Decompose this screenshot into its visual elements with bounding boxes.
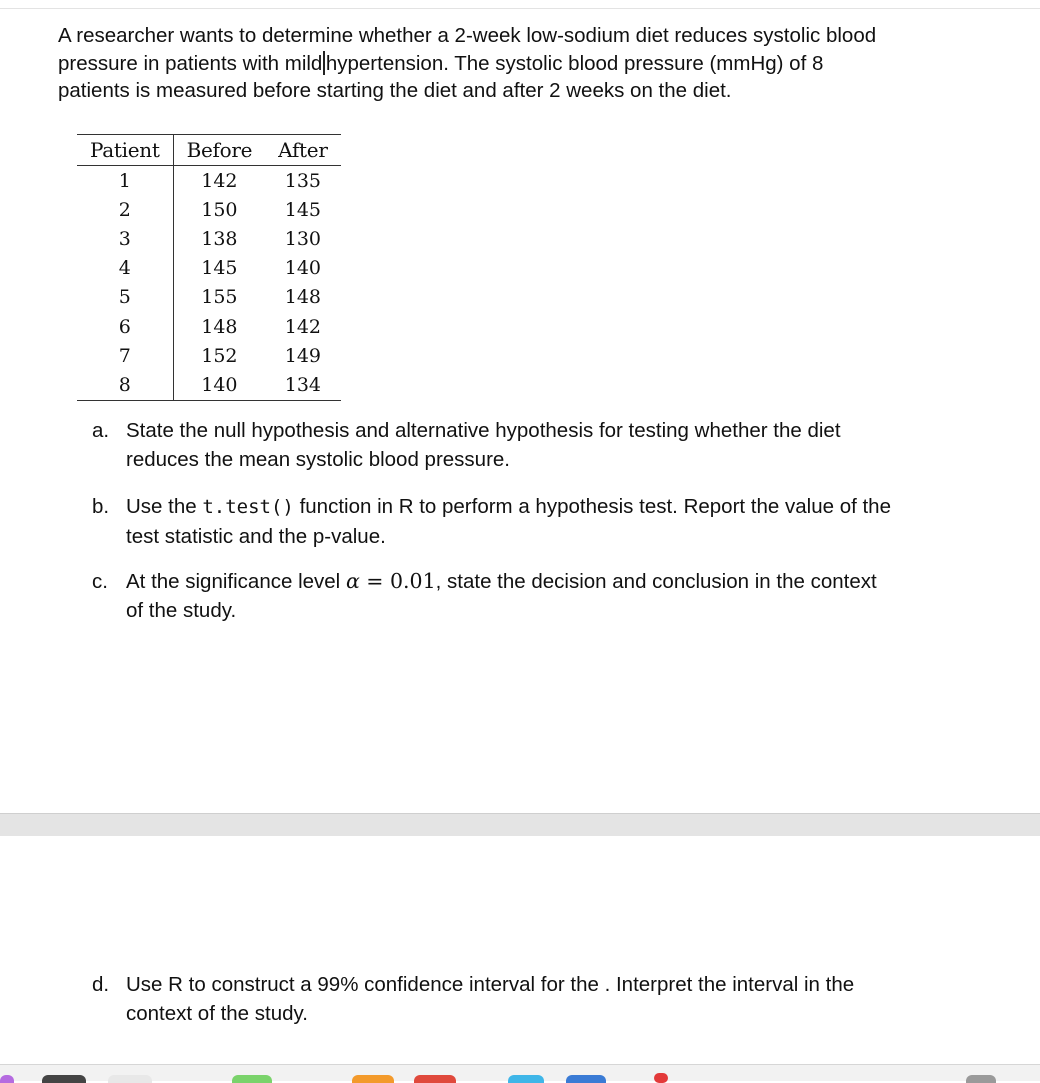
table-row [77,312,341,341]
text-cursor [323,51,325,75]
cell-before: 155 [201,286,238,309]
cell-patient: 3 [77,224,173,253]
question-b-pre: Use the [126,495,203,518]
code-t-test: t.test() [202,496,294,518]
question-letter: d. [92,973,110,996]
question-c-line-2: of the study. [126,599,237,622]
page-1[interactable] [0,9,1040,813]
question-letter: b. [92,495,110,518]
cell-after: 134 [284,373,321,396]
alpha-expression [346,569,436,593]
table-row [77,370,341,400]
question-text [126,970,946,1028]
table-header-row [77,135,341,166]
question-letter: c. [92,570,108,593]
dock-app-icon[interactable] [0,1075,14,1083]
cell-patient: 5 [77,283,173,312]
question-c-pre: At the significance level [126,570,346,593]
question-text [126,567,946,625]
cell-patient: 7 [77,341,173,370]
table-row [77,283,341,312]
blood-pressure-table [77,134,341,401]
question-b-line-2: test statistic and the p-value. [126,525,386,548]
cell-after: 130 [284,227,321,250]
table-row [77,341,341,370]
dock-app-icon[interactable] [966,1075,996,1083]
question-text [126,416,946,474]
question-d-line-1: Use R to construct a 99% confidence interval for the . Interpret the interval in the [126,973,855,996]
cell-before: 138 [201,227,238,250]
cell-after: 135 [284,169,321,192]
alpha-value: = 0.01 [359,569,436,593]
cell-before: 140 [201,373,238,396]
intro-line-1: A researcher wants to determine whether a 2-week low-sodium diet reduces systolic blood [58,24,877,47]
question-a-line-1: State the null hypothesis and alternative hypothesis for testing whether the diet [126,419,841,442]
dock-app-icon[interactable] [508,1075,544,1083]
cell-patient: 1 [77,166,173,196]
cell-patient: 2 [77,195,173,224]
cell-before: 148 [201,315,238,338]
notification-badge [654,1073,668,1083]
cell-patient: 4 [77,254,173,283]
page-2[interactable] [0,836,1040,1064]
intro-line-2-end: hypertension. The systolic blood pressure (mmHg) of 8 [325,51,824,75]
top-ruler [0,0,1040,9]
dock-app-icon[interactable] [566,1075,606,1083]
table-row [77,254,341,283]
cell-after: 145 [284,198,321,221]
dock-app-icon[interactable] [352,1075,394,1083]
page-break [0,813,1040,838]
intro-paragraph[interactable] [58,22,988,105]
header-patient: Patient [77,135,173,166]
question-b-post: function in R to perform a hypothesis test. Report the value of the [293,495,891,518]
cell-after: 148 [284,286,321,309]
header-after: After [265,135,340,166]
cell-before: 152 [201,344,238,367]
intro-line-2-start: pressure in patients with mild [58,51,323,75]
cell-before: 142 [201,169,238,192]
question-a-line-2: reduces the mean systolic blood pressure. [126,448,511,471]
alpha-symbol: α [345,569,360,593]
cell-before: 145 [201,257,238,280]
cell-after: 142 [284,315,321,338]
cell-patient: 8 [77,370,173,400]
dock-app-icon[interactable] [42,1075,86,1083]
cell-patient: 6 [77,312,173,341]
table-row [77,224,341,253]
dock-app-icon[interactable] [232,1075,272,1083]
dock-app-icon[interactable] [414,1075,456,1083]
question-c-post: , state the decision and conclusion in the context [435,570,877,593]
table-row [77,166,341,196]
dock-bar [0,1064,1040,1081]
question-letter: a. [92,419,110,442]
intro-line-3: patients is measured before starting the diet and after 2 weeks on the diet. [58,79,732,102]
cell-after: 140 [284,257,321,280]
question-d-line-2: context of the study. [126,1002,308,1025]
cell-before: 150 [201,198,238,221]
question-text [126,492,946,551]
cell-after: 149 [284,344,321,367]
dock-app-icon[interactable] [108,1075,152,1083]
table-row [77,195,341,224]
header-before: Before [173,135,265,166]
